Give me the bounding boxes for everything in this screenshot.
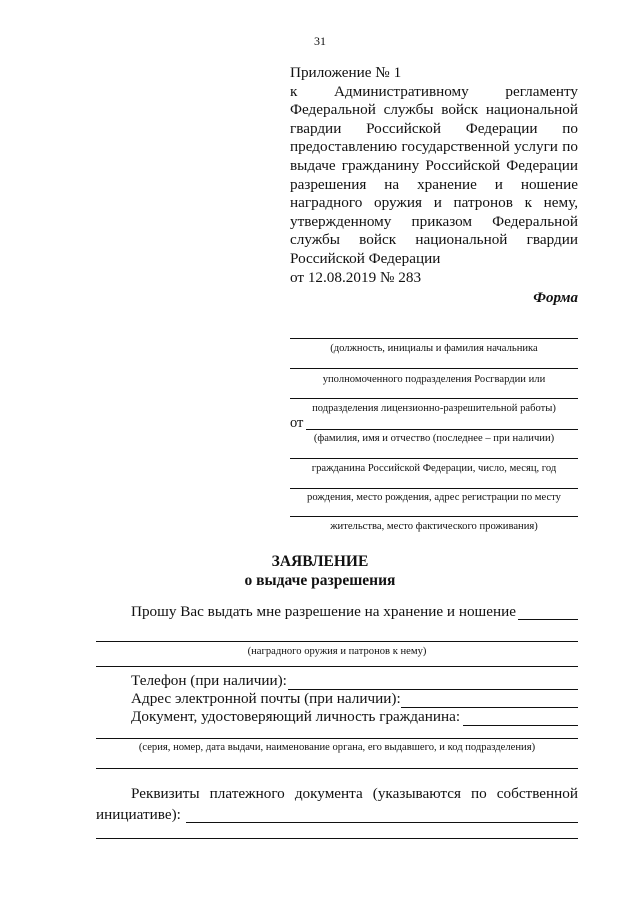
appendix-line: наградного оружия и патронов к нему, xyxy=(290,194,578,212)
blank-line xyxy=(518,619,578,620)
from-label: от xyxy=(290,415,304,431)
request-text: Прошу Вас выдать мне разрешение на хранение и ношение xyxy=(131,603,516,620)
phone-label: Телефон (при наличии): xyxy=(131,672,287,689)
blank-line xyxy=(96,768,578,769)
field-caption: (серия, номер, дата выдачи, наименование органа, его выдавшего, и код подразделения) xyxy=(138,742,536,753)
blank-line xyxy=(96,666,578,667)
appendix-line: к Административному регламенту xyxy=(290,82,578,100)
appendix-line: предоставлению государственной услуги по xyxy=(290,138,578,156)
blank-line xyxy=(96,641,578,642)
blank-line xyxy=(290,488,578,489)
blank-line xyxy=(96,838,578,839)
payment-label-cont: инициативе): xyxy=(96,806,181,823)
appendix-line: Федеральной службы войск национальной xyxy=(290,101,578,119)
appendix-line: Российской Федерации xyxy=(290,249,441,267)
field-caption: уполномоченного подразделения Росгвардии или xyxy=(322,374,546,385)
field-caption: жительства, место фактического проживания) xyxy=(330,521,538,532)
blank-line xyxy=(290,338,578,339)
blank-line xyxy=(290,516,578,517)
blank-line xyxy=(290,458,578,459)
id-document-blank xyxy=(463,725,578,726)
blank-line xyxy=(290,398,578,399)
appendix-line: Приложение № 1 xyxy=(290,64,402,81)
field-caption: (наградного оружия и патронов к нему) xyxy=(247,646,427,657)
appendix-line: утвержденному приказом Федеральной xyxy=(290,212,578,230)
appendix-date: от 12.08.2019 № 283 xyxy=(290,268,422,286)
payment-label: Реквизиты платежного документа (указываются по собственной xyxy=(131,785,578,802)
appendix-line: разрешения на хранение и ношение xyxy=(290,175,578,193)
appendix-line: выдаче гражданину Российской Федерации xyxy=(290,156,578,174)
page-number: 31 xyxy=(314,34,326,48)
document-title: ЗАЯВЛЕНИЕ xyxy=(271,553,369,570)
field-caption: рождения, место рождения, адрес регистрации по месту xyxy=(307,492,561,503)
field-caption: (фамилия, имя и отчество (последнее – при наличии) xyxy=(313,433,555,444)
blank-line xyxy=(290,368,578,369)
payment-blank xyxy=(186,822,578,823)
blank-line xyxy=(306,429,578,430)
id-document-label: Документ, удостоверяющий личность гражданина: xyxy=(131,708,461,725)
field-caption: (должность, инициалы и фамилия начальника xyxy=(330,343,538,354)
form-label: Форма xyxy=(533,290,578,306)
field-caption: гражданина Российской Федерации, число, месяц, год xyxy=(311,463,557,474)
appendix-line: службы войск национальной гвардии xyxy=(290,231,578,249)
email-label: Адрес электронной почты (при наличии): xyxy=(131,690,401,707)
document-subtitle: о выдаче разрешения xyxy=(244,572,396,589)
appendix-block xyxy=(290,64,578,287)
appendix-line: гвардии Российской Федерации по xyxy=(290,119,578,137)
blank-line xyxy=(96,738,578,739)
field-caption: подразделения лицензионно-разрешительной работы) xyxy=(312,403,556,414)
